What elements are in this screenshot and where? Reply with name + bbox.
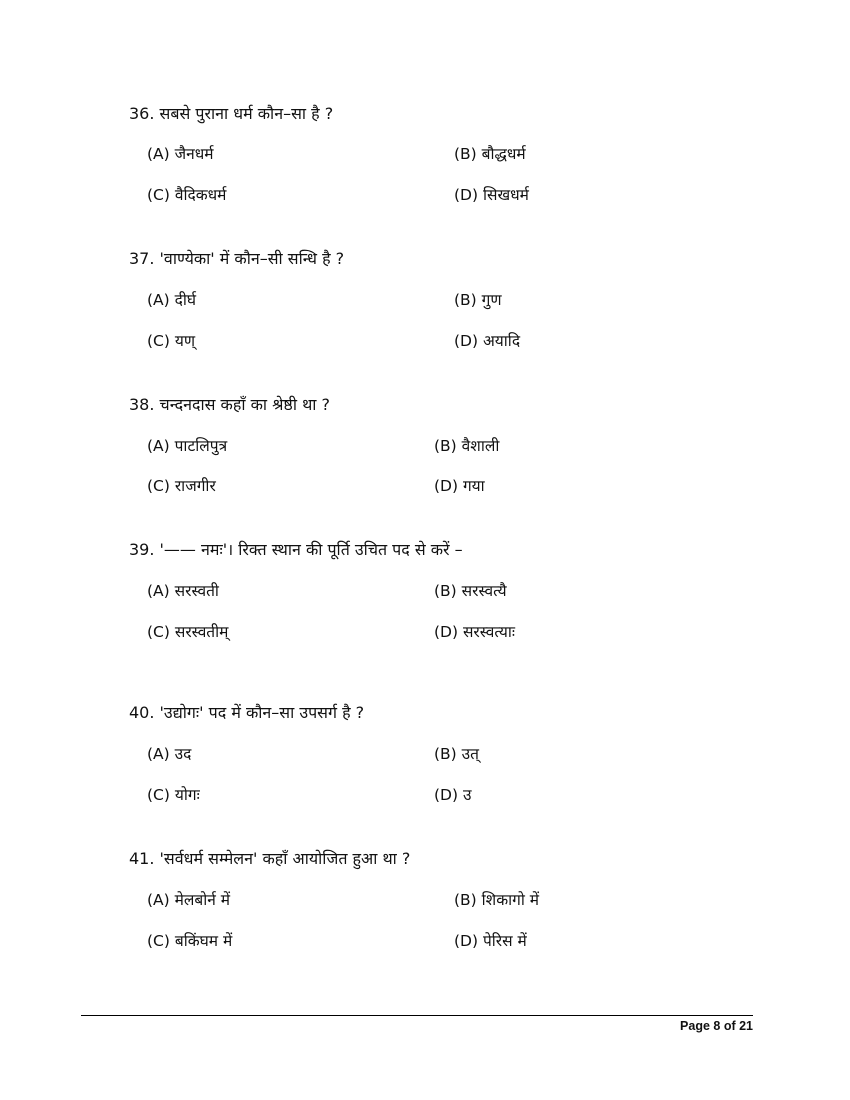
- option-41-a: (A) मेलबोर्न में: [147, 891, 231, 909]
- option-38-b: (B) वैशाली: [434, 437, 500, 455]
- option-38-c: (C) राजगीर: [147, 477, 216, 495]
- option-37-d: (D) अयादि: [454, 332, 521, 350]
- option-39-b: (B) सरस्वत्यै: [434, 582, 507, 600]
- option-36-c: (C) वैदिकधर्म: [147, 186, 227, 204]
- option-36-a: (A) जैनधर्म: [147, 145, 214, 163]
- question-40: 40. 'उद्योगः' पद में कौन–सा उपसर्ग है ?: [129, 703, 365, 722]
- question-41: 41. 'सर्वधर्म सम्मेलन' कहाँ आयोजित हुआ था ?: [129, 849, 411, 868]
- option-41-b: (B) शिकागो में: [454, 891, 540, 909]
- question-39: 39. '—— नमः'। रिक्त स्थान की पूर्ति उचित पद से करें –: [129, 540, 463, 559]
- option-41-c: (C) बकिंघम में: [147, 932, 233, 950]
- option-37-b: (B) गुण: [454, 291, 502, 309]
- option-39-a: (A) सरस्वती: [147, 582, 219, 600]
- option-40-c: (C) योगः: [147, 786, 200, 804]
- footer-divider: [81, 1015, 753, 1016]
- option-38-a: (A) पाटलिपुत्र: [147, 437, 228, 455]
- option-40-d: (D) उ: [434, 786, 472, 804]
- option-40-b: (B) उत्: [434, 745, 479, 763]
- option-39-d: (D) सरस्वत्याः: [434, 623, 516, 641]
- page-number: Page 8 of 21: [680, 1019, 753, 1033]
- option-41-d: (D) पेरिस में: [454, 932, 527, 950]
- option-36-d: (D) सिखधर्म: [454, 186, 529, 204]
- option-37-a: (A) दीर्घ: [147, 291, 197, 309]
- question-37: 37. 'वाण्येका' में कौन–सी सन्धि है ?: [129, 249, 345, 268]
- question-36: 36. सबसे पुराना धर्म कौन–सा है ?: [129, 104, 334, 123]
- option-39-c: (C) सरस्वतीम्: [147, 623, 229, 641]
- option-36-b: (B) बौद्धधर्म: [454, 145, 526, 163]
- option-40-a: (A) उद: [147, 745, 192, 763]
- option-38-d: (D) गया: [434, 477, 485, 495]
- question-38: 38. चन्दनदास कहाँ का श्रेष्ठी था ?: [129, 395, 331, 414]
- option-37-c: (C) यण्: [147, 332, 196, 350]
